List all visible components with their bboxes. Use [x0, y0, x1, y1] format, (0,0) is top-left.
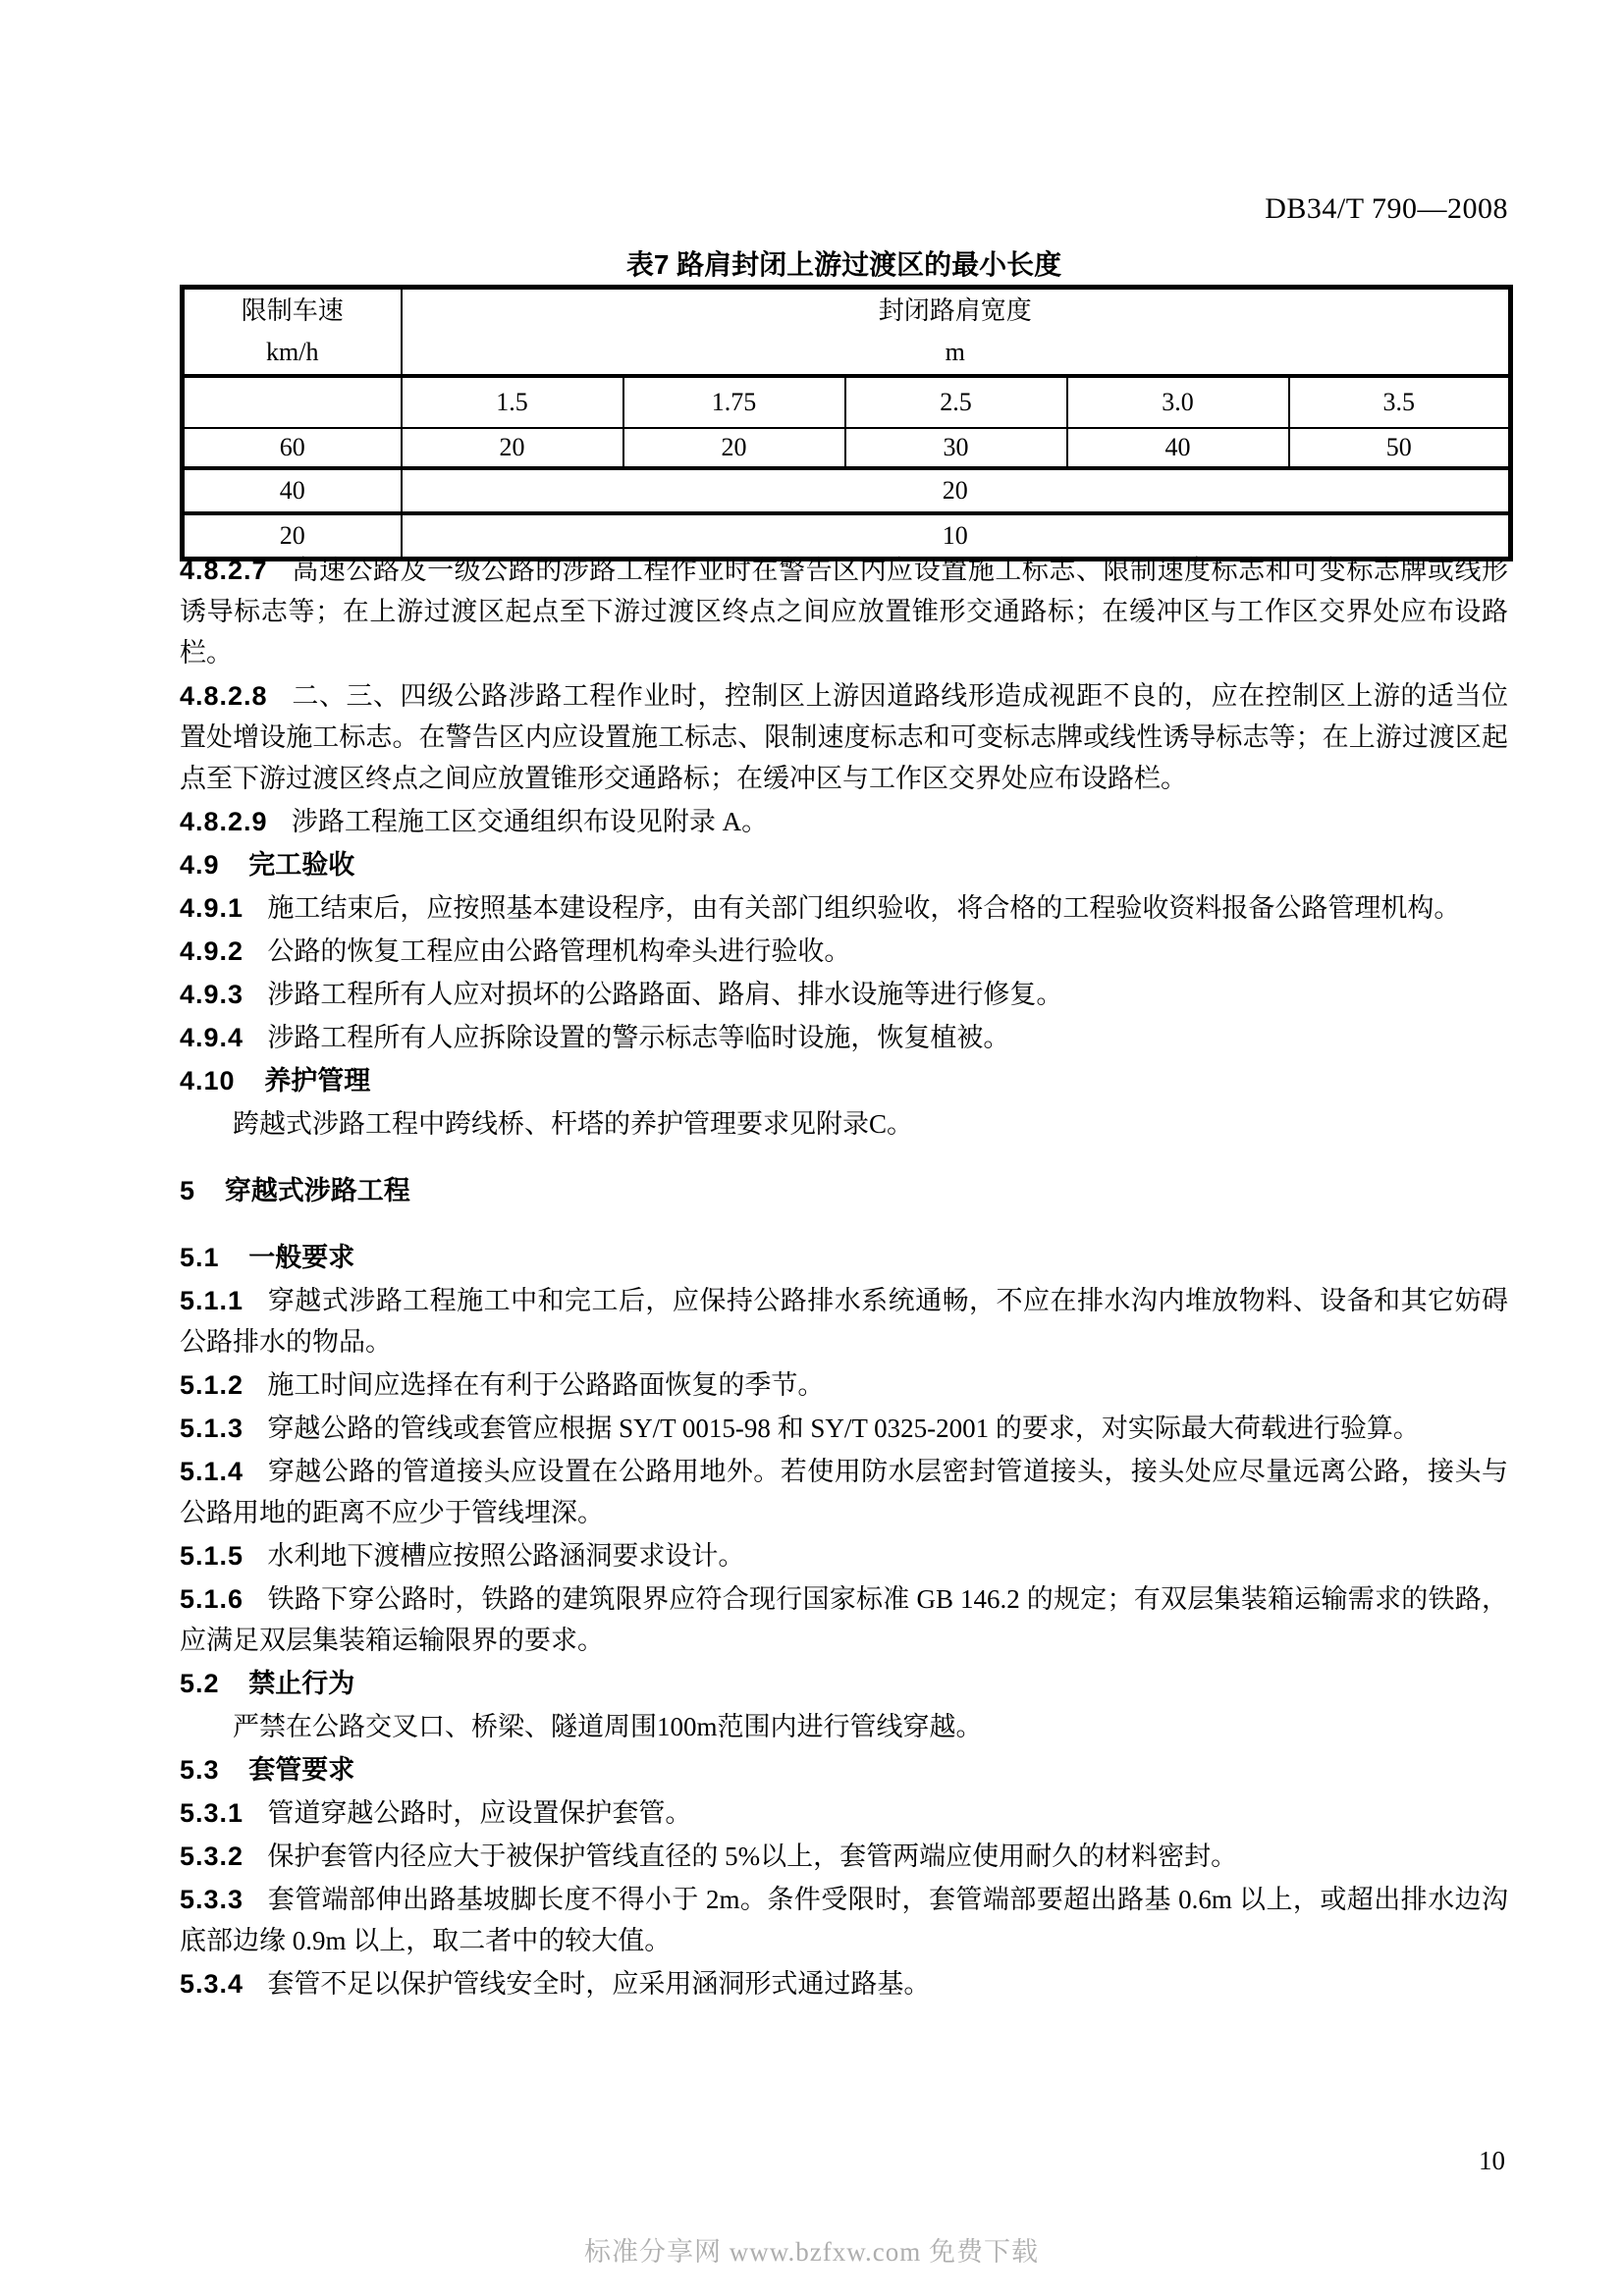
chapter-heading: [180, 1170, 1508, 1211]
table-cell-merged: 20: [402, 468, 1511, 513]
clause-number: 5.1.4: [180, 1457, 244, 1486]
clause-number: 4.8.2.7: [180, 556, 268, 585]
paragraph-text: 水利地下渡槽应按照公路涵洞要求设计。: [267, 1541, 745, 1571]
indented-paragraph: [180, 1103, 1508, 1145]
paragraph-text: 一般要求: [248, 1243, 355, 1272]
clause-paragraph: [180, 1879, 1508, 1961]
clause-number: 4.9.1: [180, 893, 244, 923]
section-heading: [180, 1663, 1508, 1704]
clause-paragraph: [180, 675, 1508, 799]
paragraph-text: 套管端部伸出路基坡脚长度不得小于 2m。条件受限时，套管端部要超出路基 0.6m 以上，或超出排水边沟底部边缘 0.9m 以上，取二者中的较大值。: [180, 1885, 1508, 1955]
table-cell-merged: 10: [402, 513, 1511, 560]
table-header-speed: [183, 288, 402, 377]
clause-paragraph: [180, 1408, 1508, 1449]
paragraph-text: 养护管理: [264, 1066, 371, 1095]
paragraph-text: 穿越公路的管道接头应设置在公路用地外。若使用防水层密封管道接头，接头处应尽量远离公路，接头与公路用地的距离不应少于管线埋深。: [180, 1457, 1508, 1527]
paragraph-text: 穿越式涉路工程: [224, 1176, 410, 1205]
table-row: [183, 376, 1511, 428]
section-heading: [180, 1749, 1508, 1790]
table-cell: 20: [623, 428, 845, 468]
section-heading: [180, 1060, 1508, 1101]
clause-paragraph: [180, 1963, 1508, 2004]
paragraph-text: 穿越式涉路工程施工中和完工后，应保持公路排水系统通畅，不应在排水沟内堆放物料、设备和其它妨碍公路排水的物品。: [180, 1286, 1508, 1357]
clause-number: 5.1.2: [180, 1370, 244, 1400]
paragraph-text: 涉路工程所有人应拆除设置的警示标志等临时设施，恢复植被。: [267, 1023, 1010, 1052]
clause-paragraph: [180, 1017, 1508, 1058]
table-header-shoulder-width: [402, 288, 1511, 377]
clause-number: 5.1.1: [180, 1286, 244, 1315]
header-speed-label: 限制车速: [241, 296, 344, 325]
clause-number: 4.9.2: [180, 936, 244, 966]
clause-paragraph: [180, 1792, 1508, 1834]
table-cell: 3.0: [1067, 376, 1289, 428]
table-cell-speed: 60: [183, 428, 402, 468]
table-row: [183, 428, 1511, 468]
table7-shoulder-closure: [180, 285, 1513, 561]
clause-paragraph: [180, 1451, 1508, 1533]
paragraph-text: 跨越式涉路工程中跨线桥、杆塔的养护管理要求见附录C。: [233, 1109, 914, 1139]
clause-number: 4.9: [180, 850, 220, 880]
clause-number: 5.1.3: [180, 1414, 244, 1443]
table-cell: 2.5: [845, 376, 1067, 428]
clause-number: 4.10: [180, 1066, 236, 1095]
table-cell: 3.5: [1289, 376, 1511, 428]
page-number: 10: [1479, 2146, 1505, 2175]
body-paragraphs: [180, 550, 1508, 2006]
clause-paragraph: [180, 1280, 1508, 1362]
clause-paragraph: [180, 1364, 1508, 1406]
table-row: [183, 288, 1511, 377]
header-speed-unit: km/h: [266, 338, 319, 366]
paragraph-text: 铁路下穿公路时，铁路的建筑限界应符合现行国家标准 GB 146.2 的规定；有双层集装箱运输需求的铁路，应满足双层集装箱运输限界的要求。: [180, 1584, 1508, 1655]
clause-number: 4.9.4: [180, 1023, 244, 1052]
clause-number: 5.1.6: [180, 1584, 244, 1614]
clause-paragraph: [180, 801, 1508, 842]
paragraph-text: 严禁在公路交叉口、桥梁、隧道周围100m范围内进行管线穿越。: [233, 1712, 983, 1741]
clause-paragraph: [180, 550, 1508, 673]
table-row: [183, 468, 1511, 513]
table-title: 表7 路肩封闭上游过渡区的最小长度: [625, 249, 1062, 280]
paragraph-text: 高速公路及一级公路的涉路工程作业时在警告区内应设置施工标志、限制速度标志和可变标志牌或线形诱导标志等；在上游过渡区起点至下游过渡区终点之间应放置锥形交通路标；在缓冲区与工作区交界处应布设路栏。: [180, 556, 1508, 667]
paragraph-text: 施工时间应选择在有利于公路路面恢复的季节。: [267, 1370, 825, 1400]
clause-number: 5: [180, 1176, 196, 1205]
clause-number: 5.2: [180, 1669, 220, 1698]
paragraph-text: 涉路工程施工区交通组织布设见附录 A。: [291, 807, 769, 836]
paragraph-text: 套管不足以保护管线安全时，应采用涵洞形式通过路基。: [267, 1969, 931, 1999]
table-cell-empty: [183, 376, 402, 428]
paragraph-text: 管道穿越公路时，应设置保护套管。: [267, 1798, 692, 1828]
clause-paragraph: [180, 1578, 1508, 1661]
watermark: 标准分享网 www.bzfxw.com 免费下载: [584, 2237, 1039, 2267]
paragraph-text: 保护套管内径应大于被保护管线直径的 5%以上，套管两端应使用耐久的材料密封。: [267, 1842, 1238, 1871]
clause-number: 5.3.4: [180, 1969, 244, 1999]
table-cell: 40: [1067, 428, 1289, 468]
paragraph-text: 禁止行为: [248, 1669, 355, 1698]
paragraph-text: 穿越公路的管线或套管应根据 SY/T 0015-98 和 SY/T 0325-2001 的要求，对实际最大荷载进行验算。: [267, 1414, 1420, 1443]
table-cell-speed: 20: [183, 513, 402, 560]
clause-number: 5.3: [180, 1755, 220, 1785]
table-cell-speed: 40: [183, 468, 402, 513]
clause-paragraph: [180, 887, 1508, 929]
header-width-unit: m: [945, 338, 965, 366]
clause-number: 5.1: [180, 1243, 220, 1272]
paragraph-text: 套管要求: [248, 1755, 355, 1785]
table-cell: 1.75: [623, 376, 845, 428]
header-width-label: 封闭路肩宽度: [878, 296, 1032, 325]
clause-paragraph: [180, 974, 1508, 1015]
section-heading: [180, 1237, 1508, 1278]
clause-paragraph: [180, 1535, 1508, 1576]
table-cell: 50: [1289, 428, 1511, 468]
clause-number: 5.3.1: [180, 1798, 244, 1828]
table-cell: 1.5: [402, 376, 623, 428]
indented-paragraph: [180, 1706, 1508, 1747]
doc-number: DB34/T 790—2008: [1265, 192, 1508, 225]
paragraph-text: 完工验收: [248, 850, 355, 880]
clause-number: 5.3.2: [180, 1842, 244, 1871]
clause-number: 4.9.3: [180, 980, 244, 1009]
section-heading: [180, 844, 1508, 885]
paragraph-text: 二、三、四级公路涉路工程作业时，控制区上游因道路线形造成视距不良的，应在控制区上游的适当位置处增设施工标志。在警告区内应设置施工标志、限制速度标志和可变标志牌或线性诱导标志等；在上游过渡区起点至下游过渡区终点之间应放置锥形交通路标；在缓冲区与工作区交界处应布设路栏。: [180, 681, 1508, 793]
clause-paragraph: [180, 1836, 1508, 1877]
clause-number: 5.1.5: [180, 1541, 244, 1571]
clause-number: 4.8.2.8: [180, 681, 268, 711]
clause-number: 5.3.3: [180, 1885, 244, 1914]
paragraph-text: 涉路工程所有人应对损坏的公路路面、路肩、排水设施等进行修复。: [267, 980, 1063, 1009]
paragraph-text: 施工结束后，应按照基本建设程序，由有关部门组织验收，将合格的工程验收资料报备公路管理机构。: [267, 893, 1461, 923]
table-cell: 30: [845, 428, 1067, 468]
clause-number: 4.8.2.9: [180, 807, 268, 836]
table-cell: 20: [402, 428, 623, 468]
clause-paragraph: [180, 931, 1508, 972]
paragraph-text: 公路的恢复工程应由公路管理机构牵头进行验收。: [267, 936, 851, 966]
